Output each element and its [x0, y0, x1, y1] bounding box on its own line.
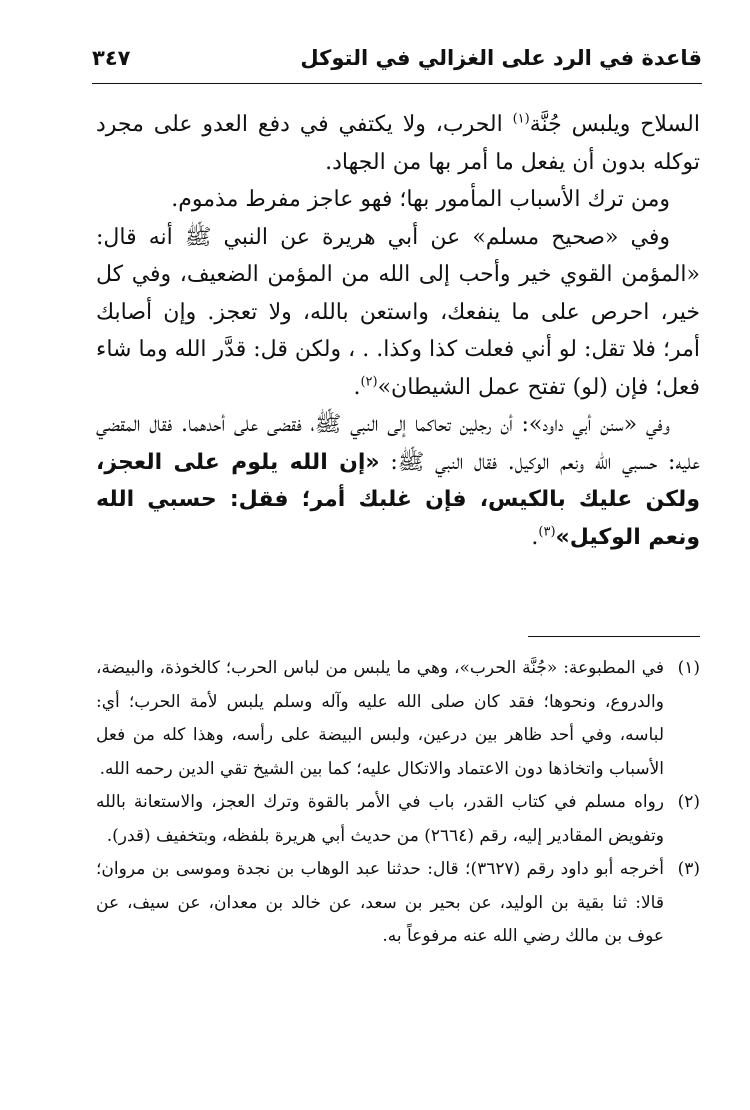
footnote-number: (٣) — [677, 859, 700, 879]
footnote-ref-2: (٢) — [360, 374, 378, 390]
footnote-number: (١) — [677, 658, 700, 678]
paragraph-1: السلاح ويلبس جُنَّة$^{(١)}$ الحرب، ولا يكتفي في دفع العدو على مجرد توكله بدون أن يفعل ما أمر بها من الجهاد. — [96, 111, 700, 175]
footnote-1 — [96, 652, 700, 786]
paragraph-3: وفي «صحيح مسلم» عن أبي هريرة عن النبي ﷺ أنه قال: «المؤمن القوي خير وأحب إلى الله من المؤمن الضعيف، وفي كل خير، احرص على ما ينفعك، واستعن بالله، ولا تعجز. وإن أصابك أمر؛ فلا تقل: لو أني فعلت كذا وكذا. . ، ولكن قل: قدَّر الله وما شاء فعل؛ فإن (لو) تفتح عمل الشيطان»$^{(٢)}$. — [96, 224, 700, 400]
page-number: ٣٤٧ — [92, 46, 131, 70]
paragraph-2: ومن ترك الأسباب المأمور بها؛ فهو عاجز مفرط مذموم. — [171, 187, 670, 212]
paragraph-4: وفي «سنن أبي داود»: أن رجلين تحاكما إلى النبي ﷺ، فقضى على أحدهما. فقال المقضي عليه: حسبي الله ونعم الوكيل. فقال النبي ﷺ: «إن الله يلوم على العجز، ولكن عليك بالكيس، فإن غلبك أمر؛ فقل: حسبي الله ونعم الوكيل»$^{(٣)}$. — [96, 412, 700, 550]
page-header — [92, 42, 702, 82]
footnote-text: في المطبوعة: «جُنَّة الحرب»، وهي ما يلبس من لباس الحرب؛ كالخوذة، والبيضة، والدروع، ونحوها؛ فقد كان صلى الله عليه وآله وسلم يلبس لأمة الحرب؛ أي: لباسه، وفي أحد ظاهر بين درعين، ولبس البيضة على رأسه، وهذا كله من فعل الأسباب واتخاذها دون الاعتماد والاتكال عليه؛ كما بين الشيخ تقي الدين رحمه الله. — [96, 658, 664, 779]
footnote-ref-3: (٣) — [538, 524, 556, 540]
footnote-number: (٢) — [677, 792, 700, 812]
footnote-ref-1: (١) — [512, 111, 530, 127]
hadith-quote: «إن الله يلوم على العجز، ولكن عليك بالكيس، فإن غلبك أمر؛ فقل: حسبي الله ونعم الوكيل» — [96, 449, 700, 550]
main-text — [96, 106, 700, 556]
footnote-text: رواه مسلم في كتاب القدر، باب في الأمر بالقوة وترك العجز، والاستعانة بالله وتفويض المقادير إليه، رقم (٢٦٦٤) من حديث أبي هريرة بلفظه، وبتخفيف (قدر). — [96, 792, 664, 846]
running-title: قاعدة في الرد على الغزالي في التوكل — [300, 46, 702, 70]
footnote-3 — [96, 853, 700, 954]
header-divider — [92, 83, 702, 84]
footnote-2 — [96, 786, 700, 853]
footnote-divider — [528, 636, 700, 637]
footnote-text: أخرجه أبو داود رقم (٣٦٢٧)؛ قال: حدثنا عبد الوهاب بن نجدة وموسى بن مروان؛ قالا: ثنا بقية بن الوليد، عن بحير بن سعد، عن خالد بن معدان، عن سيف، عن عوف بن مالك رضي الله عنه مرفوعاً به. — [96, 859, 664, 946]
footnotes — [96, 652, 700, 954]
